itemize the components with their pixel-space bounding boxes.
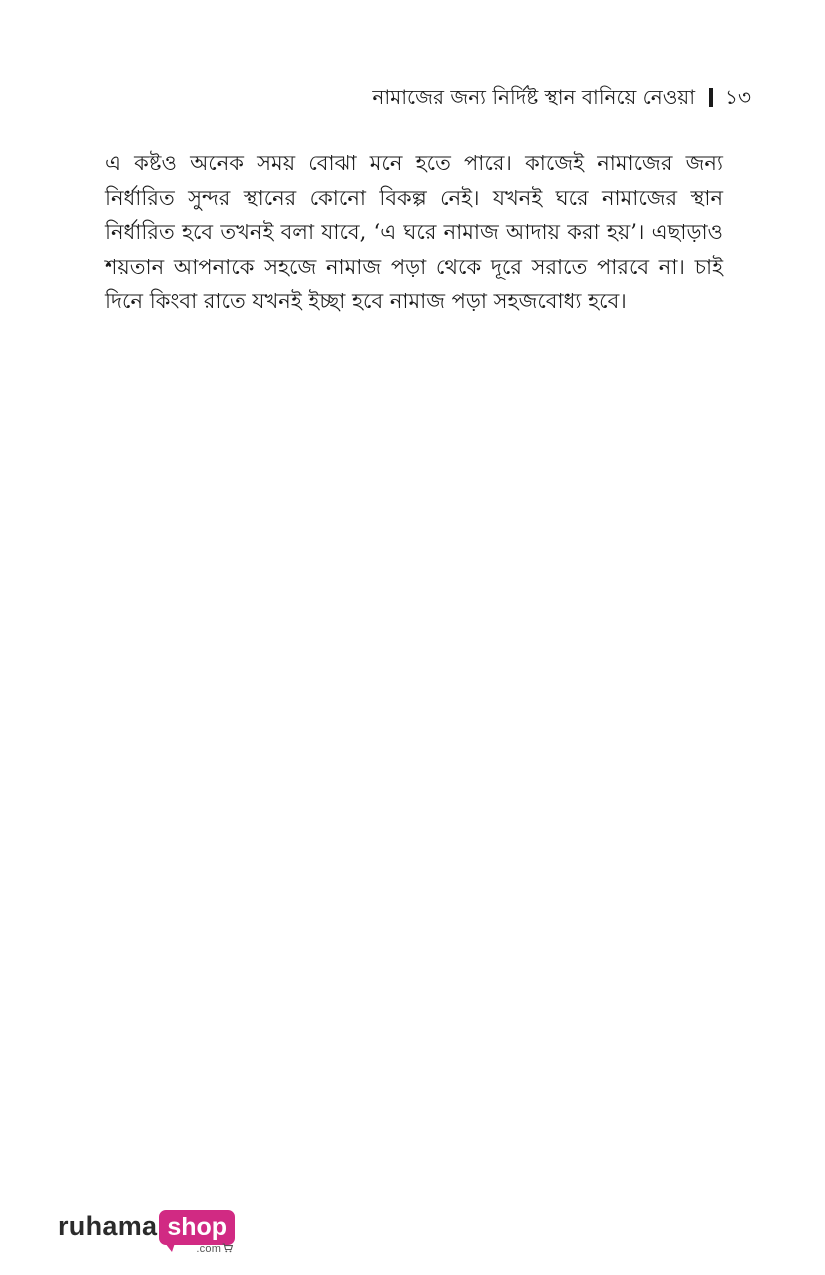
chapter-title: নামাজের জন্য নির্দিষ্ট স্থান বানিয়ে নেওয়া — [372, 85, 696, 109]
header-separator — [709, 88, 713, 107]
page-number: ১৩ — [725, 85, 751, 109]
logo-wordmark: ruhama — [58, 1211, 158, 1241]
logo-badge-text: shop — [159, 1210, 235, 1245]
publisher-logo — [58, 1210, 235, 1255]
logo-badge — [159, 1210, 235, 1255]
shopping-cart-icon — [222, 1243, 233, 1256]
running-header — [372, 83, 751, 111]
logo-domain — [196, 1243, 233, 1256]
body-paragraph: এ কষ্টও অনেক সময় বোঝা মনে হতে পারে। কাজেই নামাজের জন্য নির্ধারিত সুন্দর স্থানের কোনো বিকল্প নেই। যখনই ঘরে নামাজের স্থান নির্ধারিত হবে তখনই বলা যাবে, ‘এ ঘরে নামাজ আদায় করা হয়’। এছাড়াও শয়তান আপনাকে সহজে নামাজ পড়া থেকে দূরে সরাতে পারবে না। চাই দিনে কিংবা রাতে যখনই ইচ্ছা হবে নামাজ পড়া সহজবোধ্য হবে। — [105, 151, 723, 313]
logo-domain-text: .com — [196, 1243, 222, 1255]
speech-tail-shape — [165, 1243, 175, 1252]
